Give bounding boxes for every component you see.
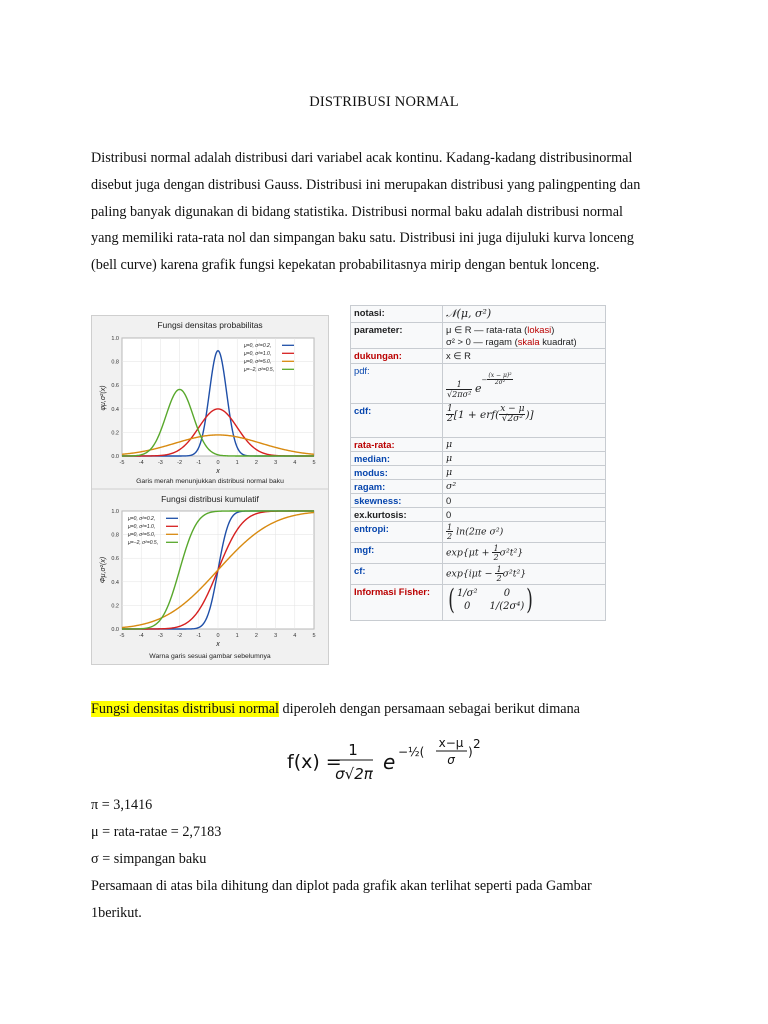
infobox-row-median — [351, 452, 606, 466]
parameter-mu: μ ∈ R — rata-rata (lokasi) — [446, 324, 555, 335]
closing-paragraph — [91, 873, 711, 927]
formula-exp-num: x−μ — [438, 736, 464, 750]
pdf-x-tick-label: 2 — [254, 460, 258, 466]
infobox-row-entropi — [351, 522, 606, 543]
infobox-row-cdf — [351, 404, 606, 438]
pdf-legend-label: μ=0, σ²=1.0, — [244, 351, 272, 357]
infobox-value: 0 — [443, 508, 606, 522]
formula-exp-prefix: −½( — [398, 745, 425, 759]
pdf-x-tick-label: 3 — [274, 460, 278, 466]
parameter-sigma: σ² > 0 — ragam (skala kuadrat) — [446, 336, 577, 347]
density-sentence: Fungsi densitas distribusi normal diperoleh dengan persamaan sebagai berikut dimana — [91, 701, 580, 717]
cdf-chart-title: Fungsi distribusi kumulatif — [161, 494, 259, 504]
infobox-row-skewness — [351, 494, 606, 508]
formula-numerator: 1 — [348, 741, 358, 759]
infobox-value: $\frac{1}{2}$ ln(2πe σ²) — [443, 522, 606, 543]
infobox-value: x ∈ R — [443, 349, 606, 364]
cdf-x-tick-label: -5 — [119, 633, 125, 639]
pdf-x-tick-label: -2 — [177, 460, 183, 466]
infobox-key: entropi: — [351, 522, 443, 543]
cdf-ylabel: Φμ,σ²(x) — [100, 556, 107, 584]
distribution-figure — [91, 315, 329, 665]
pdf-y-tick-label: 0.0 — [111, 454, 119, 460]
infobox-key: ragam: — [351, 480, 443, 494]
infobox-key: rata-rata: — [351, 438, 443, 452]
pdf-legend-label: μ=0, σ²=0.2, — [244, 343, 272, 349]
normal-distribution-infobox — [350, 305, 606, 621]
infobox-value: exp{μt + $\frac{1}{2}$ σ²t²} — [443, 542, 606, 563]
infobox-key: mgf: — [351, 542, 443, 563]
infobox-key: modus: — [351, 466, 443, 480]
cdf-x-tick-label: -3 — [157, 633, 163, 639]
constant-pi: π = 3,1416 — [91, 797, 153, 813]
fisher-matrix: ( 1/σ² 0 0 1/(2σ⁴) ) — [448, 582, 533, 616]
infobox-row-parameter — [351, 323, 606, 349]
cdf-legend-label: μ=0, σ²=0.2, — [128, 516, 156, 522]
constant-mu: μ = rata-ratae = 2,7183 — [91, 824, 222, 840]
cdf-y-tick-label: 0.2 — [111, 603, 119, 610]
paragraph-line: Persamaan di atas bila dihitung dan diplot pada grafik akan terlihat seperti pada Gambar — [91, 878, 592, 894]
cdf-x-tick-label: 1 — [235, 633, 239, 639]
cdf-legend-label: μ=−2, σ²=0.5, — [128, 540, 159, 546]
infobox-value: exp{iμt − $\frac{1}{2}$ σ²t²} — [443, 563, 606, 584]
infobox-key: parameter: — [351, 323, 443, 349]
infobox-key: pdf: — [351, 364, 443, 404]
cdf-legend-label: μ=0, σ²=1.0, — [128, 524, 156, 530]
cdf-y-tick-label: 0.6 — [111, 556, 119, 563]
infobox-value: σ² — [443, 480, 606, 494]
infobox-row-modus — [351, 466, 606, 480]
pdf-y-tick-label: 1.0 — [111, 336, 119, 342]
infobox-value: μ — [443, 466, 606, 480]
infobox-value: 0 — [443, 494, 606, 508]
cdf-caption: Warna garis sesuai gambar sebelumnya — [149, 653, 271, 660]
cdf-x-tick-label: 5 — [312, 633, 316, 639]
cdf-x-tick-label: -4 — [138, 633, 144, 639]
paragraph-line: Distribusi normal adalah distribusi dari variabel acak kontinu. Kadang-kadang distribusinormal — [91, 150, 633, 166]
infobox-value: $\frac{1}{2}$ [1 + erf( $\frac{x - \mu}{\text{√2σ²}}$ )] — [443, 404, 606, 438]
pdf-x-tick-label: 5 — [312, 460, 316, 466]
cdf-legend-label: μ=0, σ²=5.0, — [128, 532, 156, 538]
infobox-row-pdf — [351, 364, 606, 404]
document-title: DISTRIBUSI NORMAL — [309, 94, 459, 110]
infobox-key: dukungan: — [351, 349, 443, 364]
pdf-y-tick-label: 0.4 — [111, 406, 119, 413]
cdf-y-tick-label: 0.0 — [111, 627, 119, 633]
infobox-value — [443, 306, 606, 323]
cdf-xlabel: x — [216, 641, 220, 648]
infobox-key: median: — [351, 452, 443, 466]
pdf-x-tick-label: 1 — [235, 460, 239, 466]
cdf-x-tick-label: 4 — [293, 633, 297, 639]
formula-exp-den: σ — [447, 753, 455, 767]
formula-base: e — [383, 750, 396, 774]
infobox-value: μ — [443, 438, 606, 452]
cdf-half: $\frac{1}{2}$ — [447, 404, 453, 425]
highlighted-text: Fungsi densitas distribusi normal — [91, 701, 279, 717]
pdf-y-tick-label: 0.6 — [111, 383, 119, 390]
paragraph-line: (bell curve) karena grafik fungsi kepekatan probabilitasnya mirip dengan bentuk lonceng. — [91, 257, 600, 274]
pdf-x-tick-label: -4 — [138, 460, 144, 466]
cdf-x-tick-label: 0 — [216, 633, 220, 639]
paragraph-line: 1berikut. — [91, 905, 142, 921]
constant-sigma: σ = simpangan baku — [91, 851, 207, 867]
infobox-row-ex-kurtosis — [351, 508, 606, 522]
infobox-value: μ — [443, 452, 606, 466]
infobox-key: notasi: — [351, 306, 443, 323]
infobox-row-fisher — [351, 584, 606, 620]
pdf-legend-label: μ=−2, σ²=0.5, — [244, 367, 275, 373]
distribution-charts-svg — [92, 316, 328, 664]
pdf-caption: Garis merah menunjukkan distribusi normal baku — [136, 478, 284, 485]
pdf-ylabel: φμ,σ²(x) — [100, 385, 107, 411]
pdf-xlabel: x — [216, 468, 220, 475]
infobox-row-dukungan — [351, 349, 606, 364]
paragraph-line: yang memiliki rata-rata nol dan simpangan baku satu. Distribusi ini juga dijuluki kurva lonceng — [91, 230, 634, 247]
infobox-key: cdf: — [351, 404, 443, 438]
pdf-x-tick-label: -1 — [196, 460, 202, 466]
pdf-legend-label: μ=0, σ²=5.0, — [244, 359, 272, 365]
infobox-row-mgf — [351, 542, 606, 563]
infobox-key: cf: — [351, 563, 443, 584]
formula-exp-suffix: ) — [468, 745, 473, 759]
normal-pdf-formula — [287, 735, 507, 795]
pdf-coef: $\frac{1}{\text{√2πσ²}}$ — [447, 379, 472, 399]
pdf-x-tick-label: -5 — [119, 460, 125, 466]
paragraph-line: paling banyak digunakan di bidang statistika. Distribusi normal baku adalah distribusi normal — [91, 203, 623, 220]
paragraph-line: disebut juga dengan distribusi Gauss. Distribusi ini merupakan distribusi yang palingpenting dan — [91, 176, 641, 193]
pdf-x-tick-label: 4 — [293, 460, 297, 466]
infobox-key: ex.kurtosis: — [351, 508, 443, 522]
cdf-x-tick-label: 3 — [274, 633, 278, 639]
infobox-row-ragam — [351, 480, 606, 494]
formula-denominator: σ√2π — [335, 765, 373, 783]
formula-lhs: f(x) = — [287, 751, 342, 773]
infobox-key: skewness: — [351, 494, 443, 508]
cdf-x-tick-label: 2 — [254, 633, 258, 639]
pdf-y-tick-label: 0.2 — [111, 430, 119, 437]
cdf-x-tick-label: -2 — [177, 633, 183, 639]
constants-list — [91, 792, 221, 873]
cdf-y-tick-label: 0.8 — [111, 532, 119, 539]
pdf-chart-title: Fungsi densitas probabilitas — [157, 320, 263, 330]
infobox-row-rata-rata — [351, 438, 606, 452]
infobox-row-cf — [351, 563, 606, 584]
formula-exp-power: 2 — [473, 737, 481, 751]
infobox-row-notasi — [351, 306, 606, 323]
notasi-value: 𝒩(μ, σ²) — [446, 307, 492, 320]
cdf-y-tick-label: 0.4 — [111, 579, 119, 586]
cdf-x-tick-label: -1 — [196, 633, 202, 639]
infobox-value: $\frac{1}{\text{√2πσ²}}$ $e^{- \frac{\text{(x − μ)²}}{\text{2σ²}}}$ — [443, 364, 606, 404]
infobox-value — [443, 584, 606, 620]
pdf-x-tick-label: -3 — [157, 460, 163, 466]
cdf-y-tick-label: 1.0 — [111, 509, 119, 515]
infobox-value — [443, 323, 606, 349]
infobox-key: Informasi Fisher: — [351, 584, 443, 620]
pdf-x-tick-label: 0 — [216, 460, 220, 466]
pdf-y-tick-label: 0.8 — [111, 359, 119, 366]
pdf-exponent: − (x − μ)² 2σ² — [481, 372, 512, 387]
intro-paragraph — [91, 145, 691, 279]
